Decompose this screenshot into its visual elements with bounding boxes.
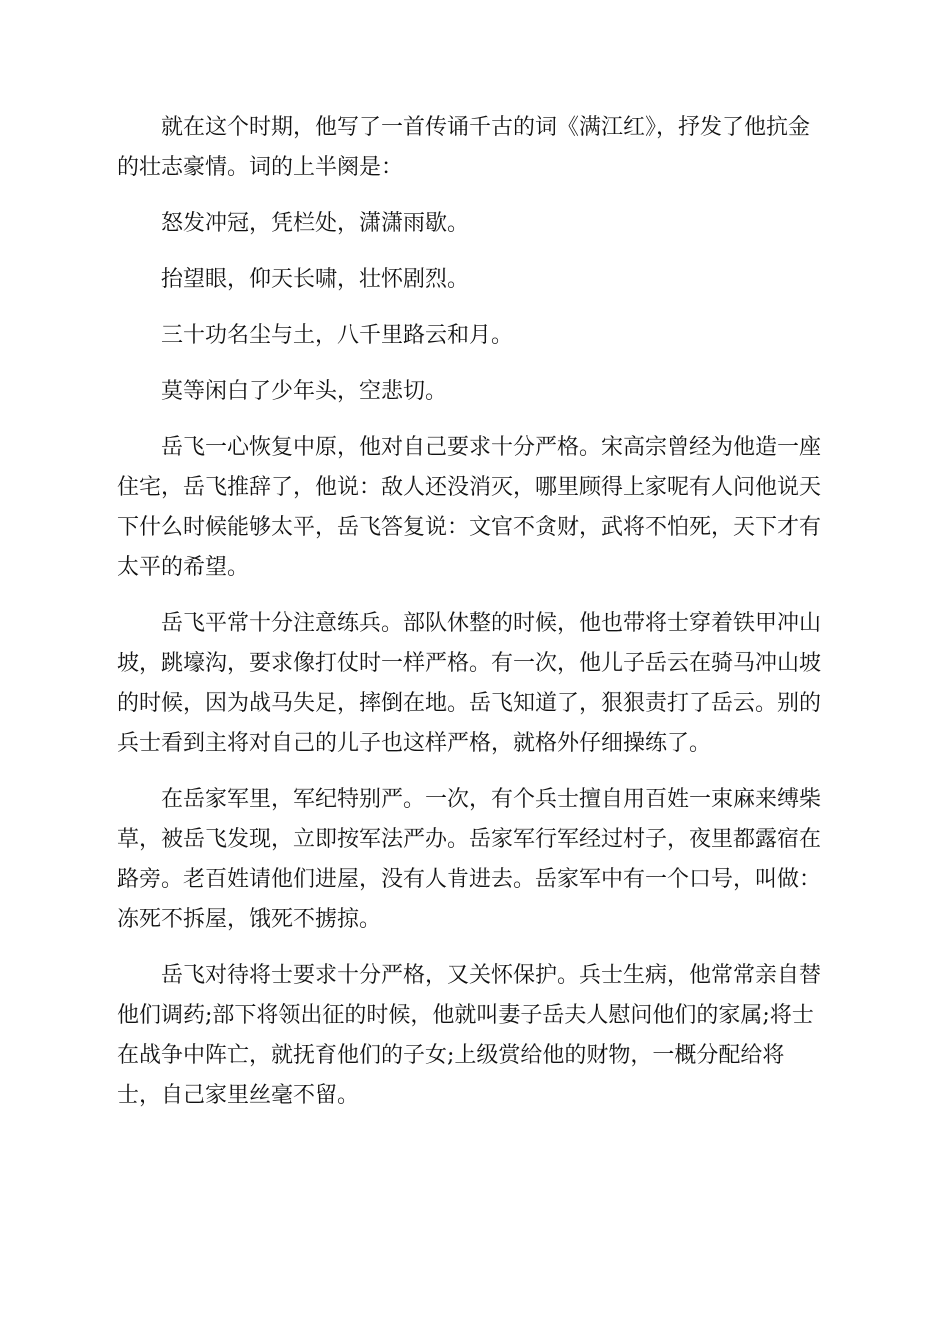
text-line: 在战争中阵亡，就抚育他们的子女;上级赏给他的财物，一概分配给将 bbox=[117, 1043, 785, 1068]
text-line: 岳飞平常十分注意练兵。部队休整的时候，他也带将士穿着铁甲冲山 bbox=[161, 611, 822, 636]
text-line: 住宅，岳飞推辞了，他说：敌人还没消灭，哪里顾得上家呢有人问他说天 bbox=[117, 475, 822, 500]
poem-line: 抬望眼，仰天长啸，壮怀剧烈。 bbox=[161, 267, 470, 292]
poem-line: 怒发冲冠，凭栏处，潇潇雨歇。 bbox=[161, 211, 470, 236]
intro-paragraph bbox=[117, 108, 833, 188]
text-line: 兵士看到主将对自己的儿子也这样严格，就格外仔细操练了。 bbox=[117, 731, 712, 756]
text-line: 草，被岳飞发现，立即按军法严办。岳家军行军经过村子，夜里都露宿在 bbox=[117, 827, 822, 852]
document-body bbox=[117, 108, 833, 1132]
text-line: 他们调药;部下将领出征的时候，他就叫妻子岳夫人慰问他们的家属;将士 bbox=[117, 1003, 814, 1028]
text-line: 太平的希望。 bbox=[117, 555, 250, 580]
poem-line: 三十功名尘与土，八千里路云和月。 bbox=[161, 323, 514, 348]
text-line: 就在这个时期，他写了一首传诵千古的词《满江红》，抒发了他抗金 bbox=[161, 115, 811, 140]
paragraph-care bbox=[117, 956, 833, 1116]
paragraph-strictness bbox=[117, 428, 833, 588]
paragraph-discipline bbox=[117, 780, 833, 940]
text-line: 在岳家军里，军纪特别严。一次，有个兵士擅自用百姓一束麻来缚柴 bbox=[161, 787, 822, 812]
text-line: 士，自己家里丝毫不留。 bbox=[117, 1083, 360, 1108]
text-line: 岳飞一心恢复中原，他对自己要求十分严格。宋高宗曾经为他造一座 bbox=[161, 435, 822, 460]
text-line: 岳飞对待将士要求十分严格，又关怀保护。兵士生病，他常常亲自替 bbox=[161, 963, 822, 988]
paragraph-training bbox=[117, 604, 833, 764]
text-line: 的壮志豪情。词的上半阕是： bbox=[117, 155, 404, 180]
text-line: 路旁。老百姓请他们进屋，没有人肯进去。岳家军中有一个口号，叫做： bbox=[117, 867, 822, 892]
text-line: 的时候，因为战马失足，摔倒在地。岳飞知道了，狠狠责打了岳云。别的 bbox=[117, 691, 822, 716]
text-line: 冻死不拆屋，饿死不掳掠。 bbox=[117, 907, 382, 932]
text-line: 坡，跳壕沟，要求像打仗时一样严格。有一次，他儿子岳云在骑马冲山坡 bbox=[117, 651, 822, 676]
poem-line: 莫等闲白了少年头，空悲切。 bbox=[161, 379, 448, 404]
text-line: 下什么时候能够太平，岳飞答复说：文官不贪财，武将不怕死，天下才有 bbox=[117, 515, 822, 540]
